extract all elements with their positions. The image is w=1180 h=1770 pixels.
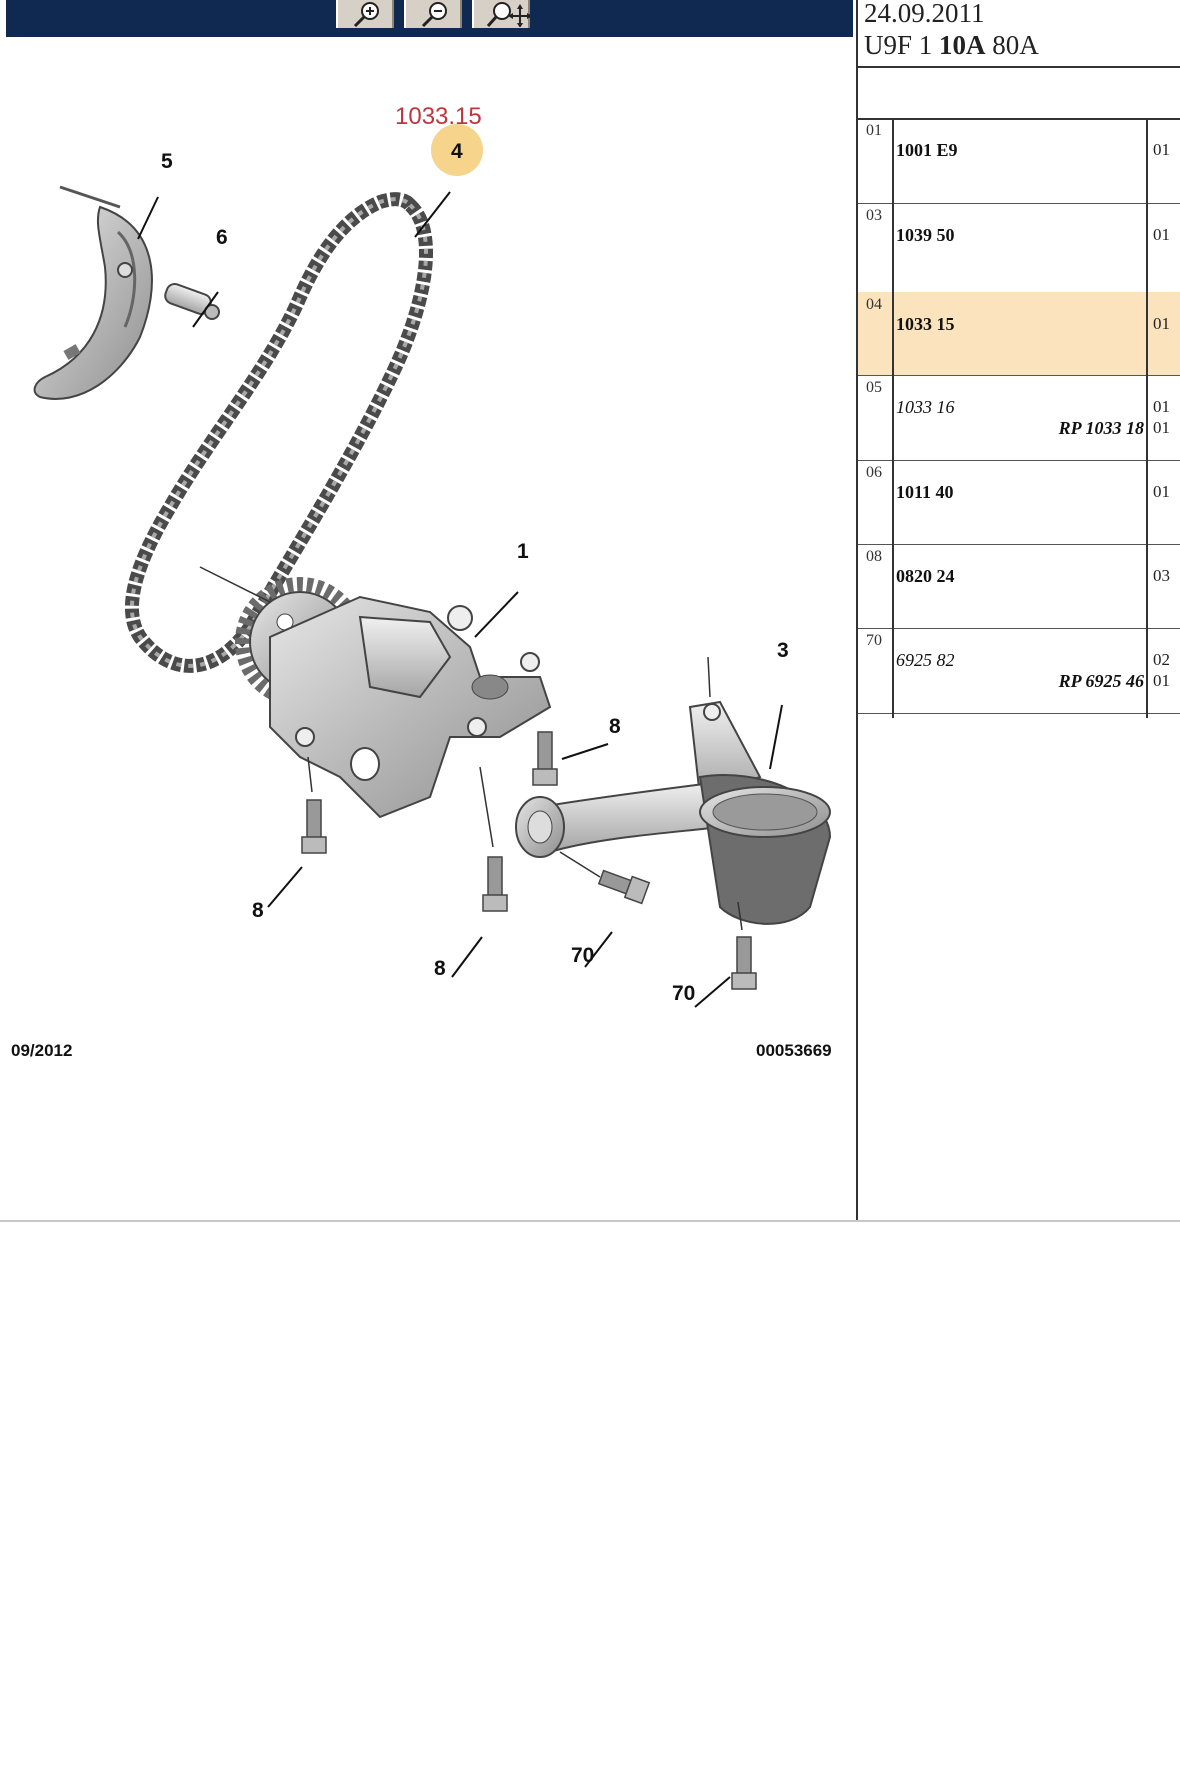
- part-number[interactable]: 1011 40: [896, 482, 954, 502]
- callout-4[interactable]: 4: [451, 140, 463, 163]
- page-bottom-rule: [0, 1220, 1180, 1222]
- part-quantity: 01: [1153, 482, 1170, 501]
- part-number[interactable]: 0820 24: [896, 566, 955, 586]
- bolt-8-a[interactable]: [302, 757, 326, 853]
- part-number[interactable]: 1033 16: [896, 397, 955, 417]
- callout-70-mid[interactable]: 70: [571, 944, 595, 967]
- oil-pump[interactable]: [200, 567, 550, 817]
- parts-row-04[interactable]: [858, 292, 1180, 376]
- callout-6[interactable]: 6: [216, 226, 228, 249]
- part-quantity-replacement: 01: [1153, 418, 1170, 437]
- diagram-id: 00053669: [756, 1041, 832, 1060]
- header-date: 24.09.2011: [864, 0, 985, 28]
- tensioner-pivot-pin[interactable]: [163, 282, 219, 319]
- parts-row-05[interactable]: [858, 375, 1180, 461]
- part-index: 03: [866, 207, 882, 224]
- part-quantity: 01: [1153, 140, 1170, 159]
- header-divider: [858, 66, 1180, 68]
- callout-8-left[interactable]: 8: [252, 899, 264, 922]
- diagram-date: 09/2012: [11, 1041, 73, 1060]
- zoom-out-icon: [418, 1, 452, 27]
- bolt-8-c[interactable]: [533, 732, 557, 785]
- part-index: 08: [866, 548, 882, 565]
- parts-row-08[interactable]: [858, 544, 1180, 629]
- parts-list-pane: [858, 0, 1180, 1220]
- callout-1[interactable]: 1: [517, 540, 529, 563]
- parts-row-01[interactable]: [858, 118, 1180, 204]
- column-divider-index: [892, 118, 894, 718]
- pan-zoom-button[interactable]: [472, 0, 530, 28]
- parts-diagram: [0, 37, 856, 1217]
- part-quantity: 02: [1153, 650, 1170, 669]
- part-index: 04: [866, 296, 882, 313]
- zoom-in-button[interactable]: [336, 0, 394, 28]
- callout-70-right[interactable]: 70: [672, 982, 696, 1005]
- callout-5[interactable]: 5: [161, 150, 173, 173]
- part-quantity: 01: [1153, 314, 1170, 333]
- part-index: 06: [866, 464, 882, 481]
- part-replacement[interactable]: RP 6925 46: [1058, 671, 1144, 691]
- callout-8-right[interactable]: 8: [609, 715, 621, 738]
- part-index: 70: [866, 632, 882, 649]
- engine-code-prefix: U9F 1: [864, 30, 933, 60]
- part-index: 05: [866, 379, 882, 396]
- bolt-8-b[interactable]: [480, 767, 507, 911]
- part-quantity: 01: [1153, 397, 1170, 416]
- part-number[interactable]: 1039 50: [896, 225, 955, 245]
- part-quantity: 01: [1153, 225, 1170, 244]
- callout-8-bottom[interactable]: 8: [434, 957, 446, 980]
- zoom-out-button[interactable]: [404, 0, 462, 28]
- toolbar: [6, 0, 853, 37]
- engine-code-bold: 10A: [939, 30, 986, 60]
- column-divider-qty: [1146, 118, 1148, 718]
- parts-row-06[interactable]: [858, 460, 1180, 545]
- zoom-in-icon: [350, 1, 384, 27]
- parts-row-03[interactable]: [858, 203, 1180, 293]
- oil-pickup-strainer[interactable]: [516, 657, 830, 924]
- zoom-pan-icon: [486, 1, 530, 27]
- part-quantity: 03: [1153, 566, 1170, 585]
- part-number[interactable]: 1001 E9: [896, 140, 958, 160]
- part-number[interactable]: 1033 15: [896, 314, 955, 334]
- selected-reference-label: 1033.15: [395, 103, 482, 130]
- part-replacement[interactable]: RP 1033 18: [1058, 418, 1144, 438]
- part-index: 01: [866, 122, 882, 139]
- part-number[interactable]: 6925 82: [896, 650, 955, 670]
- engine-code-suffix: 80A: [992, 30, 1039, 60]
- header-engine-code: [864, 30, 1039, 61]
- bolt-70-a[interactable]: [560, 852, 649, 903]
- part-quantity-replacement: 01: [1153, 671, 1170, 690]
- callout-3[interactable]: 3: [777, 639, 789, 662]
- leader-lines: [138, 192, 782, 1007]
- chain-tensioner-shoe[interactable]: [35, 187, 152, 399]
- parts-row-70[interactable]: [858, 628, 1180, 714]
